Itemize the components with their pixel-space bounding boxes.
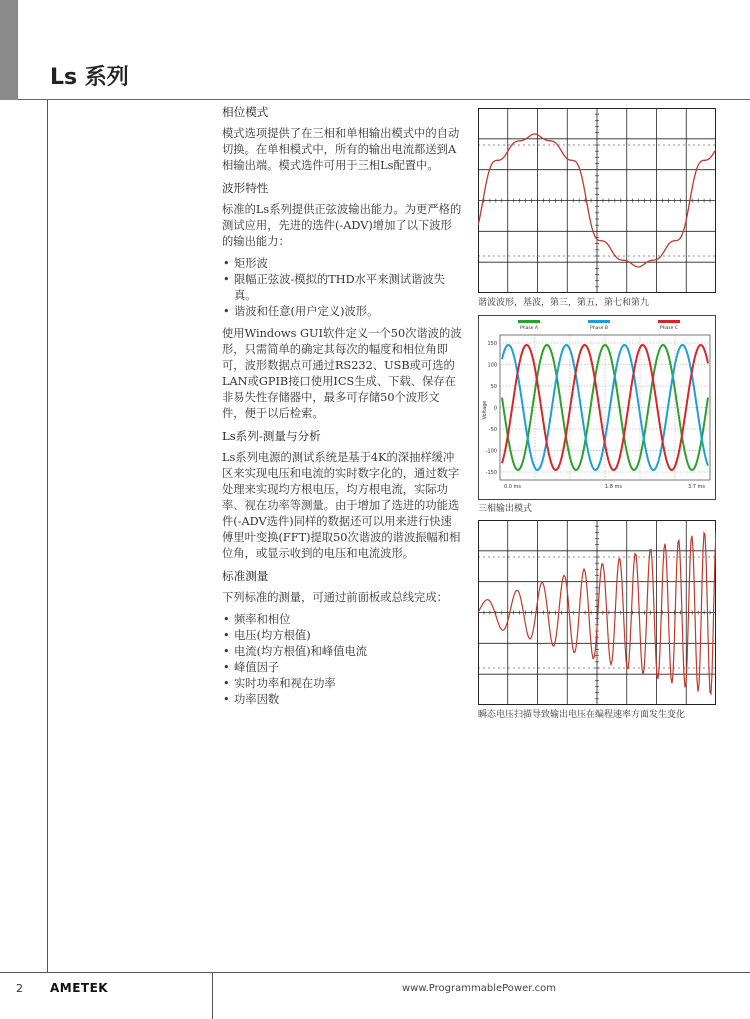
harmonic-figure-caption: 谐波波形，基波，第三，第五，第七和第九 — [478, 298, 650, 308]
list-item: • 电压(均方根值) — [222, 628, 462, 644]
header-tab — [0, 0, 18, 100]
legend-label: Phase C — [659, 326, 679, 331]
page-title: Ls 系列 — [50, 65, 129, 90]
bullet-list — [222, 612, 462, 708]
body-text-column — [222, 104, 462, 714]
section-heading: Ls系列-测量与分析 — [222, 429, 321, 443]
list-item: • 限幅正弦波-模拟的THD水平来测试谐波失真。 — [222, 272, 462, 304]
y-tick-label: 150 — [487, 340, 497, 347]
list-item: • 频率和相位 — [222, 612, 462, 628]
section-heading: 相位模式 — [222, 105, 269, 119]
legend-label: Phase A — [520, 326, 538, 331]
three-phase-figure — [478, 315, 716, 500]
footer-divider — [212, 972, 213, 1019]
paragraph: Ls系列电源的测试系统是基于4K的深抽样缓冲区来实现电压和电流的实时数字化的，通过数字处理来实现均方根电压，均方根电流，实际功率、视在功率等测量。由于增加了选进的功能选件(-ADV选件)同样的数据还可以用来进行快速傅里叶变换(FFT)提取50次谐波的谐波振幅和相位角，或显示收到的电压和电流波形。 — [222, 451, 461, 560]
y-tick-label: -150 — [485, 469, 497, 476]
y-tick-label: -100 — [485, 448, 497, 455]
list-item: • 矩形波 — [222, 256, 462, 272]
y-axis-label: Voltage — [482, 400, 488, 420]
transient-figure — [478, 520, 716, 705]
list-item: • 峰值因子 — [222, 660, 462, 676]
list-item: • 谐波和任意(用户定义)波形。 — [222, 304, 462, 320]
x-tick-label: 0.0 ms — [504, 484, 522, 490]
paragraph: 标准的Ls系列提供正弦波输出能力。为更严格的测试应用，先进的选件(-ADV)增加了以下波形的输出能力： — [222, 203, 462, 248]
legend-label: Phase B — [590, 326, 608, 331]
y-tick-label: -50 — [488, 426, 497, 433]
three-phase-figure-caption: 三相输出模式 — [478, 504, 533, 514]
bullet-list — [222, 256, 462, 320]
ametek-logo: AMETEK — [50, 981, 109, 995]
y-tick-label: 0 — [493, 405, 497, 412]
x-tick-label: 1.8 ms — [605, 484, 623, 490]
website-url: www.ProgrammablePower.com — [402, 983, 556, 994]
legend-swatch — [658, 320, 680, 323]
list-item: • 实时功率和视在功率 — [222, 676, 462, 692]
list-item: • 功率因数 — [222, 692, 462, 708]
section-heading: 标准测量 — [222, 569, 269, 583]
page-number: 2 — [16, 982, 23, 995]
left-margin-line — [47, 100, 48, 972]
paragraph: 下列标准的测量，可通过前面板或总线完成： — [222, 591, 448, 604]
transient-figure-caption: 瞬态电压扫描导致输出电压在编程速率方面发生变化 — [478, 710, 686, 720]
paragraph: 模式选项提供了在三相和单相输出模式中的自动切换。在单相模式中，所有的输出电流都送到A相输出端。模式选件可用于三相Ls配置中。 — [222, 127, 460, 172]
section-heading: 波形特性 — [222, 181, 269, 195]
header-rule — [18, 99, 750, 100]
x-tick-label: 3.7 ms — [688, 484, 706, 490]
legend-swatch — [588, 320, 610, 323]
paragraph: 使用Windows GUI软件定义一个50次谐波的波形，只需简单的确定其每次的幅度和相位角即可，波形数据点可通过RS232、USB或可选的LAN或GPIB接口使用ICS生成、下载、保存在非易失性存储器中，最多可存储50个波形文件，便于以后检索。 — [222, 327, 462, 420]
legend-swatch — [518, 320, 540, 323]
y-tick-label: 50 — [490, 383, 497, 390]
footer-rule — [0, 972, 750, 973]
harmonic-waveform-figure — [478, 108, 716, 293]
y-tick-label: 100 — [487, 362, 497, 369]
list-item: • 电流(均方根值)和峰值电流 — [222, 644, 462, 660]
